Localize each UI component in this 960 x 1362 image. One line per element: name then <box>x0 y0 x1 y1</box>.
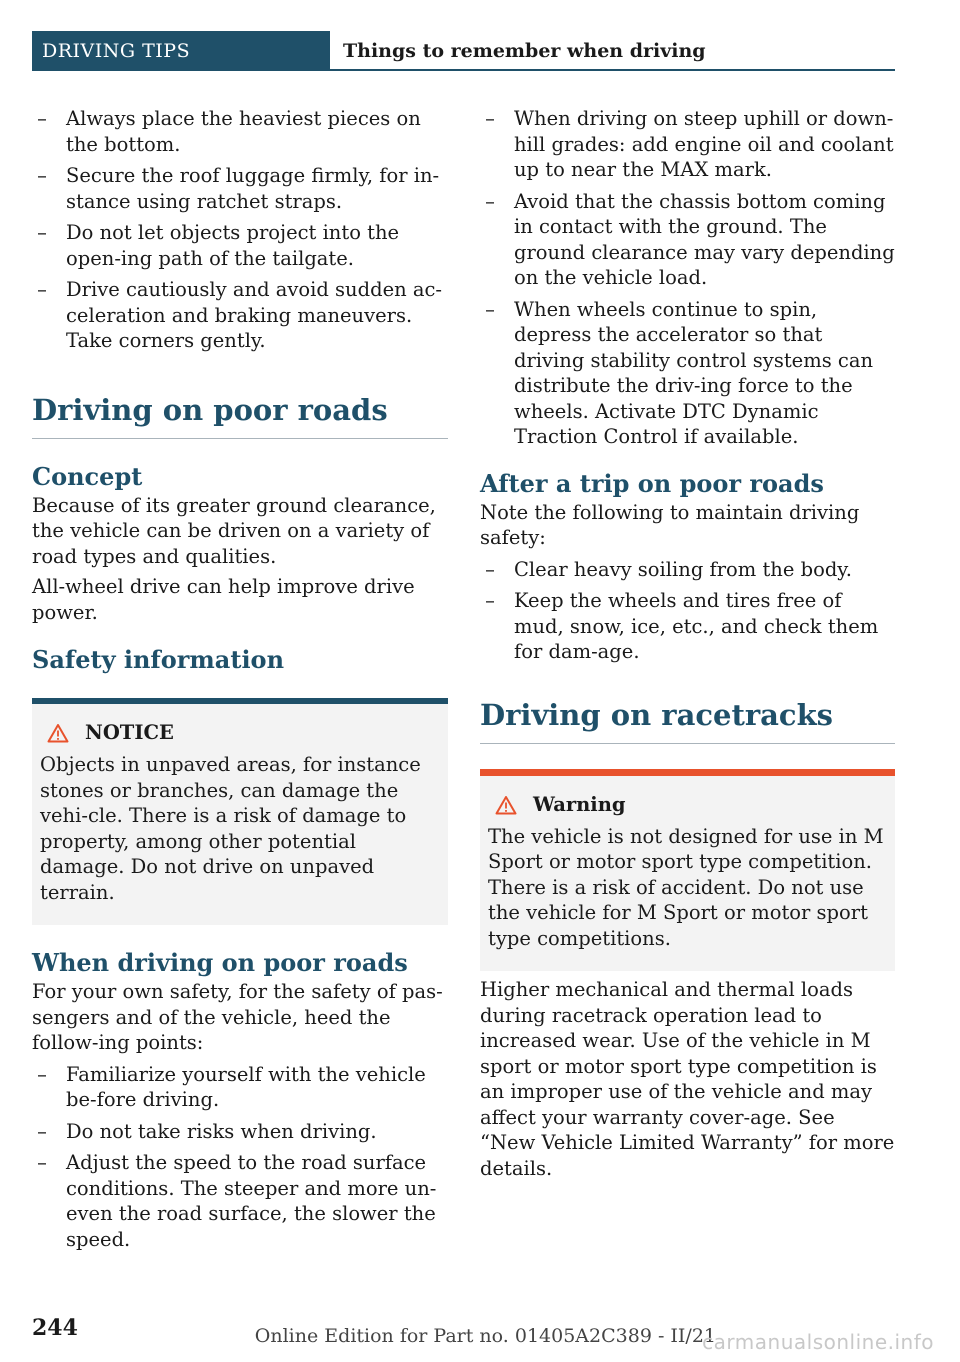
warning-text: The vehicle is not designed for use in M Sport or motor sport type competition. There is a risk of accident. Do not use the vehicle for M Sport or motor sport type competitions. <box>488 824 884 950</box>
watermark: carmanualsonline.info <box>702 1330 934 1354</box>
list-item: – When wheels continue to spin, depress the accelerator so that driving stability control systems can distribute the driv-ing force to the wheels. Activate DTC Dynamic Traction Control if available. <box>480 297 895 450</box>
list-item: – Keep the wheels and tires free of mud, snow, ice, etc., and check them for dam-age. <box>480 588 895 665</box>
section-header-title: Things to remember when driving <box>343 40 706 62</box>
heading-safety-information: Safety information <box>32 645 285 674</box>
dash-icon: – <box>485 107 495 130</box>
left-column <box>32 106 448 1258</box>
dash-icon: – <box>37 221 47 244</box>
heading-after-trip: After a trip on poor roads <box>480 468 824 498</box>
concept-paragraph: Because of its greater ground clearance, the vehicle can be driven on a variety of road types and qualities. <box>32 493 436 568</box>
heading-when-driving: When driving on poor roads <box>32 948 408 977</box>
dash-icon: – <box>37 1062 47 1086</box>
chapter-tab: DRIVING TIPS <box>32 31 330 71</box>
dash-icon: – <box>37 1119 47 1143</box>
dash-icon: – <box>485 557 495 581</box>
list-item: – Do not take risks when driving. <box>32 1119 448 1145</box>
list-item: – Drive cautiously and avoid sudden ac-celeration and braking maneuvers. Take corners gently. <box>32 277 448 354</box>
list-item: – Avoid that the chassis bottom coming in contact with the ground. The ground clearance may vary depending on the vehicle load. <box>480 189 895 291</box>
notice-header <box>40 720 440 746</box>
concept-paragraph-2: All-wheel drive can help improve drive power. <box>32 575 415 624</box>
notice-title: NOTICE <box>85 721 174 744</box>
notice-callout <box>32 698 448 925</box>
list-item: – Adjust the speed to the road surface conditions. The steeper and more un-even the road surface, the slower the speed. <box>32 1150 448 1252</box>
heading-concept: Concept <box>32 461 143 491</box>
warning-callout <box>480 769 895 972</box>
list-item: – Familiarize yourself with the vehicle be-fore driving. <box>32 1062 448 1113</box>
notice-text: Objects in unpaved areas, for instance stones or branches, can damage the vehi-cle. There is a risk of damage to property, among other potential damage. Do not drive on unpaved terrain. <box>40 753 421 904</box>
warning-title: Warning <box>533 792 626 816</box>
header-rule <box>330 69 895 71</box>
list-item: – When driving on steep uphill or down-hill grades: add engine oil and coolant up to near the MAX mark. <box>480 106 895 183</box>
luggage-list <box>32 106 448 354</box>
page-header <box>32 31 895 71</box>
warning-triangle-icon <box>495 795 517 815</box>
list-item: – Clear heavy soiling from the body. <box>480 557 895 583</box>
right-column <box>480 106 895 1181</box>
dash-icon: – <box>485 189 495 213</box>
after-trip-intro: Note the following to maintain driving safety: <box>480 500 860 549</box>
dash-icon: – <box>37 1151 47 1174</box>
list-item: – Do not let objects project into the open-ing path of the tailgate. <box>32 220 448 271</box>
list-item: – Secure the roof luggage firmly, for in-stance using ratchet straps. <box>32 163 448 214</box>
when-driving-intro: For your own safety, for the safety of pas-sengers and of the vehicle, heed the follow-ing points: <box>32 980 443 1054</box>
dash-icon: – <box>485 589 495 612</box>
poor-roads-list <box>480 106 895 450</box>
dash-icon: – <box>37 107 47 130</box>
when-driving-list <box>32 1062 448 1253</box>
edition-note: Online Edition for Part no. 01405A2C389 - II/21 <box>254 1325 716 1347</box>
dash-icon: – <box>485 297 495 321</box>
dash-icon: – <box>37 278 47 301</box>
warning-header <box>488 792 887 818</box>
list-item: – Always place the heaviest pieces on the bottom. <box>32 106 448 157</box>
section-title-poor-roads: Driving on poor roads <box>32 390 448 439</box>
warning-triangle-icon <box>47 723 69 743</box>
racetrack-paragraph: Higher mechanical and thermal loads during racetrack operation lead to increased wear. Use of the vehicle in M sport or motor sport type competition is an improper use of the vehicle and may affect your warranty cover-age. See “New Vehicle Limited Warranty” for more details. <box>480 978 895 1180</box>
section-title-racetracks: Driving on racetracks <box>480 695 895 744</box>
dash-icon: – <box>37 164 47 187</box>
after-trip-list <box>480 557 895 665</box>
page-number: 244 <box>32 1315 78 1341</box>
